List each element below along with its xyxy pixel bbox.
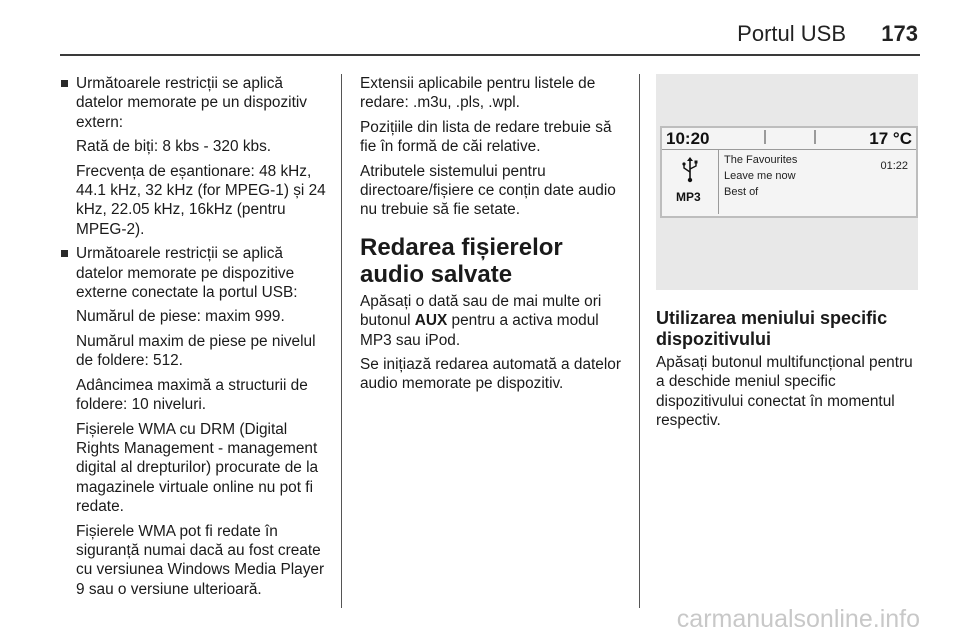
screen-source-label: MP3: [676, 190, 701, 204]
column-1: [59, 74, 331, 604]
header-title: Portul USB: [737, 21, 846, 46]
column-divider-1: [341, 74, 342, 608]
screen-temperature: 17 °C: [869, 129, 912, 148]
screen-track-list: [724, 152, 797, 200]
screen-status-bar: [662, 128, 916, 150]
sub-paragraph: Fișierele WMA pot fi redate în siguranță numai dacă au fost create cu versiunea Windows Media Player 9 sau o versiune ulterioară.: [76, 522, 325, 598]
watermark: carmanualsonline.info: [676, 605, 920, 633]
sub-paragraph: Fișierele WMA cu DRM (Digital Rights Management - management digital al drepturilor) procurate de la magazinele virtuale online nu pot fi redate.: [76, 420, 319, 516]
paragraph: Apăsați butonul multifuncțional pentru a deschide meniul specific dispozitivului conectat în momentul respectiv.: [656, 354, 913, 430]
sub-paragraph: Numărul de piese: maxim 999.: [76, 308, 285, 326]
paragraph: Extensii aplicabile pentru listele de redare: .m3u, .pls, .wpl.: [360, 75, 596, 112]
sub-paragraph: Adâncimea maximă a structurii de foldere: 10 niveluri.: [76, 376, 308, 414]
paragraph: Atributele sistemului pentru directoare/fișiere ce conțin date audio nu trebuie să fie setate.: [360, 162, 616, 219]
page-number: 173: [881, 21, 918, 46]
sub-paragraph: Numărul maxim de piese pe nivelul de foldere: 512.: [76, 332, 316, 370]
radio-screen: [660, 126, 918, 218]
section-heading: Redarea fișierelor audio salvate: [360, 233, 563, 288]
track-duration: 01:22: [880, 160, 908, 172]
subsection-heading: Utilizarea meniului specific dispozitivului: [656, 308, 888, 349]
text-fragment: pentru a activa modul MP3 sau iPod.: [360, 312, 599, 349]
screen-source-panel: [662, 150, 719, 214]
page-header: [60, 14, 920, 56]
status-separator: [764, 130, 766, 144]
display-figure: [656, 74, 918, 290]
paragraph: Se inițiază redarea automată a datelor audio memorate pe dispozitiv.: [360, 356, 621, 393]
column-2: [360, 74, 628, 399]
column-divider-2: [639, 74, 640, 608]
track-item: Best of: [724, 186, 759, 198]
sub-paragraph: Rată de biți: 8 kbs - 320 kbs.: [76, 138, 272, 156]
paragraph-aux: [360, 292, 628, 350]
status-separator: [814, 130, 816, 144]
usb-icon: [680, 157, 700, 183]
column-3: [656, 308, 918, 436]
paragraph: Pozițiile din lista de redare trebuie să fie în formă de căi relative.: [360, 118, 612, 156]
bullet-item: Următoarele restricții se aplică datelor memorate pe dispozitive externe conectate la portul USB:: [59, 244, 331, 302]
aux-key-label: AUX: [414, 312, 448, 330]
text-fragment: Apăsați o dată sau de mai multe ori butonul: [360, 292, 602, 330]
bullet-item: Următoarele restricții se aplică datelor memorate pe un dispozitiv extern:: [59, 74, 331, 132]
sub-paragraph: Frecvența de eșantionare: 48 kHz, 44.1 kHz, 32 kHz (for MPEG-1) și 24 kHz, 22.05 kHz, 16kHz (pentru MPEG-2).: [76, 162, 326, 238]
screen-clock: 10:20: [666, 129, 710, 148]
track-item: The Favourites: [724, 154, 798, 166]
track-item: Leave me now: [724, 170, 796, 182]
